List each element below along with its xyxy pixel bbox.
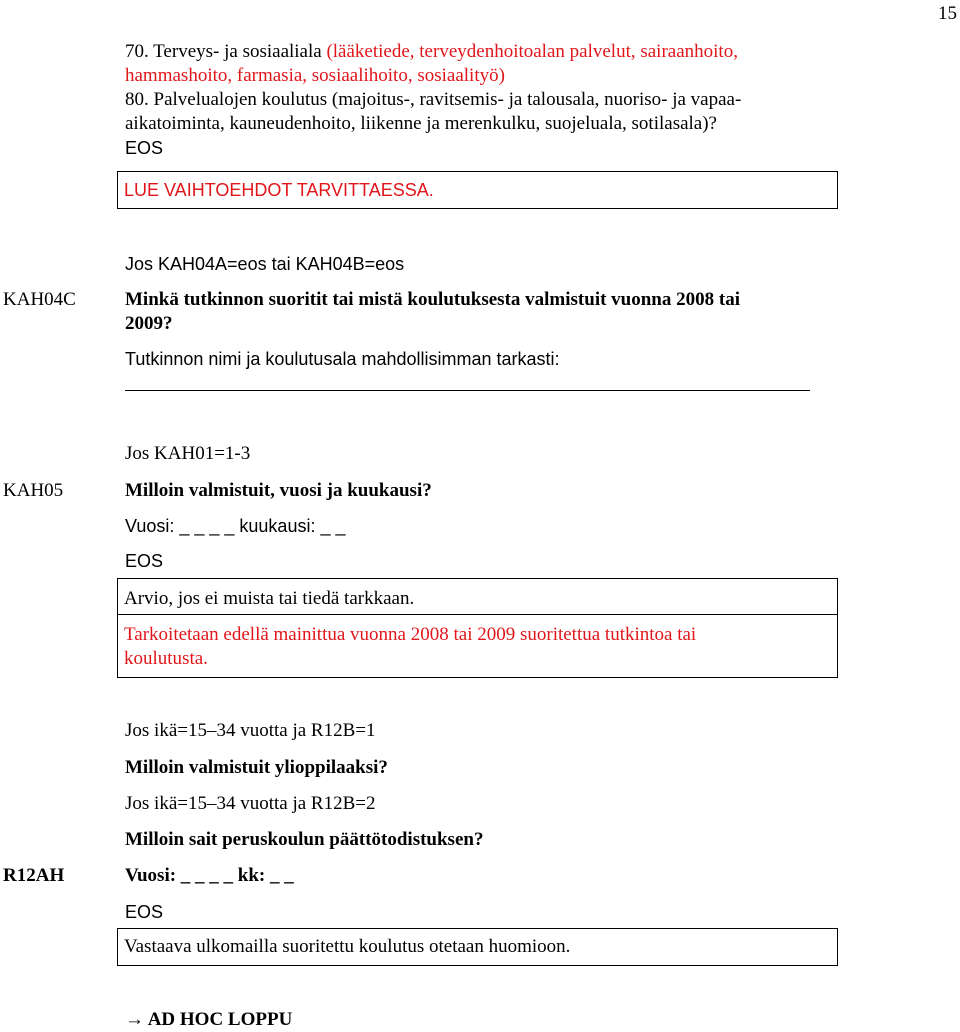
- r12ah-note: Vastaava ulkomailla suoritettu koulutus otetaan huomioon.: [124, 936, 571, 957]
- r12ah-eos: EOS: [125, 902, 164, 922]
- kah05-code: KAH05: [3, 480, 64, 501]
- page-number: 15: [938, 3, 957, 24]
- ad-hoc-end: [125, 1008, 292, 1032]
- r12ah-note-box: [117, 928, 838, 966]
- kah05-notes-divider: [118, 614, 837, 615]
- kah04c-question-line1: Minkä tutkinnon suoritit tai mistä koulutuksesta valmistuit vuonna 2008 tai: [125, 289, 740, 310]
- kah04c-prompt: Tutkinnon nimi ja koulutusala mahdollisimman tarkasti:: [125, 349, 560, 369]
- option-70-label: 70. Terveys- ja sosiaaliala: [125, 41, 327, 62]
- kah04c-question-line2: 2009?: [125, 313, 173, 334]
- kah04c-code: KAH04C: [3, 289, 76, 310]
- option-eos: EOS: [125, 138, 164, 158]
- kah05-notes-box: [117, 578, 838, 678]
- r12ah-question-1: Milloin valmistuit ylioppilaaksi?: [125, 757, 388, 778]
- r12ah-question-2: Milloin sait peruskoulun päättötodistuksen?: [125, 829, 484, 850]
- r12ah-condition-1: Jos ikä=15–34 vuotta ja R12B=1: [125, 720, 376, 741]
- kah04c-condition: Jos KAH04A=eos tai KAH04B=eos: [125, 254, 405, 274]
- kah05-question: Milloin valmistuit, vuosi ja kuukausi?: [125, 480, 432, 501]
- kah04c-answer-line[interactable]: [125, 390, 810, 391]
- kah05-note-meaning-line2: koulutusta.: [124, 648, 208, 669]
- arrow-right-icon: →: [125, 1009, 144, 1030]
- option-70-examples: (lääketiede, terveydenhoitoalan palvelut, sairaanhoito,: [326, 41, 738, 62]
- r12ah-condition-2: Jos ikä=15–34 vuotta ja R12B=2: [125, 793, 376, 814]
- option-80-line2: aikatoiminta, kauneudenhoito, liikenne ja merenkulku, suojeluala, sotilasala)?: [125, 113, 717, 134]
- option-70: [125, 40, 738, 64]
- kah05-answer-line[interactable]: Vuosi: _ _ _ _ kuukausi: _ _: [125, 516, 346, 536]
- kah05-eos: EOS: [125, 551, 164, 571]
- kah05-note-meaning-line1: Tarkoitetaan edellä mainittua vuonna 2008 tai 2009 suoritettua tutkintoa tai: [124, 624, 697, 645]
- instruction-box: [117, 171, 838, 209]
- option-80-line1: 80. Palvelualojen koulutus (majoitus-, ravitsemis- ja talousala, nuoriso- ja vapaa-: [125, 89, 742, 110]
- r12ah-code: R12AH: [3, 865, 65, 886]
- option-70-examples-cont: hammashoito, farmasia, sosiaalihoito, sosiaalityö): [125, 65, 505, 86]
- instruction-text: LUE VAIHTOEHDOT TARVITTAESSA.: [124, 180, 434, 200]
- kah05-note-estimate: Arvio, jos ei muista tai tiedä tarkkaan.: [124, 588, 415, 609]
- ad-hoc-end-label: AD HOC LOPPU: [147, 1009, 293, 1030]
- r12ah-answer-line[interactable]: Vuosi: _ _ _ _ kk: _ _: [125, 865, 294, 886]
- kah05-condition: Jos KAH01=1-3: [125, 443, 251, 464]
